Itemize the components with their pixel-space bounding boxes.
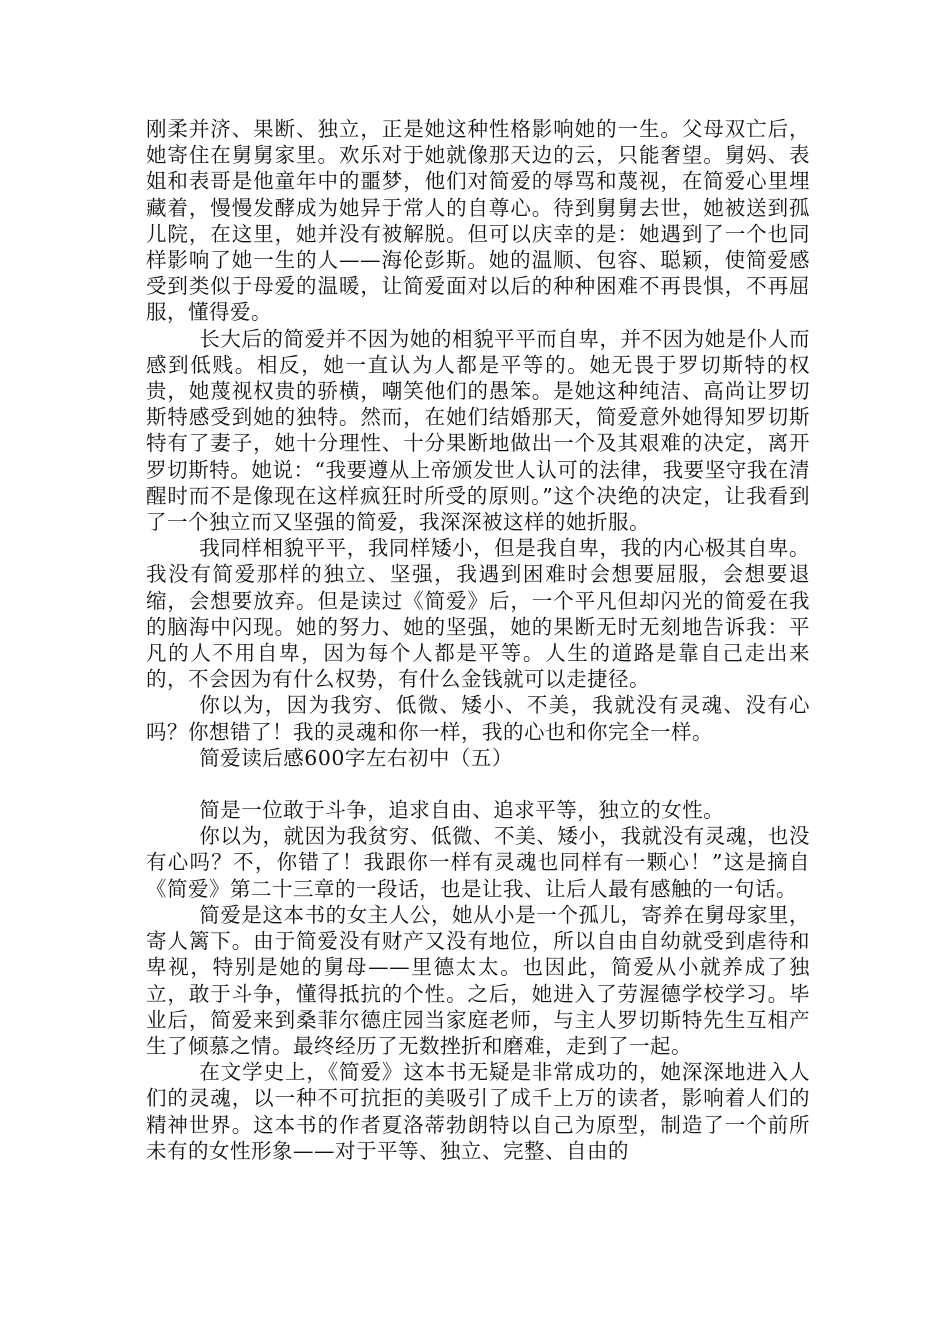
paragraph-5: 简是一位敢于斗争，追求自由、追求平等，独立的女性。 [199,798,725,823]
paragraph-8: 在文学史上，《简爱》这本书无疑是非常成功的，她深深地进入人们的灵魂，以一种不可抗拒的美吸引了成千上万的读者，影响着人们的精神世界。这本书的作者夏洛蒂勃朗特以自己为原型，制造了一个前所未有的女性形象——对于平等、独立、完整、自由的 [146,1060,810,1163]
paragraph-6: 你以为，就因为我贫穷、低微、不美、矮小，我就没有灵魂，也没有心吗？不，你错了！我跟你一样有灵魂也同样有一颗心！”这是摘自《简爱》第二十三章的一段话，也是让我、让后人最有感触的一句话。 [146,824,810,901]
blank-line [146,771,810,797]
paragraph-2: 长大后的简爱并不因为她的相貌平平而自卑，并不因为她是仆人而感到低贱。相反，她一直认为人都是平等的。她无畏于罗切斯特的权贵，她蔑视权贵的骄横，嘲笑他们的愚笨。是她这种纯洁、高尚让罗切斯特感受到她的独特。然而，在她们结婚那天，简爱意外她得知罗切斯特有了妻子，她十分理性、十分果断地做出一个及其艰难的决定，离开罗切斯特。她说：“我要遵从上帝颁发世人认可的法律，我要坚守我在清醒时而不是像现在这样疯狂时所受的原则。”这个决绝的决定，让我看到了一个独立而又坚强的简爱，我深深被这样的她折服。 [146,326,810,535]
document-body [146,116,810,1164]
paragraph-3: 我同样相貌平平，我同样矮小，但是我自卑，我的内心极其自卑。我没有简爱那样的独立、坚强，我遇到困难时会想要屈服，会想要退缩，会想要放弃。但是读过《简爱》后，一个平凡但却闪光的简爱在我的脑海中闪现。她的努力、她的坚强，她的果断无时无刻地告诉我：平凡的人不用自卑，因为每个人都是平等。人生的道路是靠自己走出来的，不会因为有什么权势，有什么金钱就可以走捷径。 [146,536,810,692]
paragraph-1: 刚柔并济、果断、独立，正是她这种性格影响她的一生。父母双亡后，她寄住在舅舅家里。欢乐对于她就像那天边的云，只能奢望。舅妈、表姐和表哥是他童年中的噩梦，他们对简爱的辱骂和蔑视，在简爱心里埋藏着，慢慢发酵成为她异于常人的自尊心。待到舅舅去世，她被送到孤儿院，在这里，她并没有被解脱。但可以庆幸的是：她遇到了一个也同样影响了她一生的人——海伦彭斯。她的温顺、包容、聪颖，使简爱感受到类似于母爱的温暖，让简爱面对以后的种种困难不再畏惧，不再屈服，懂得爱。 [146,117,810,325]
section-heading: 简爱读后感600字左右初中（五） [199,745,513,770]
paragraph-4: 你以为，因为我穷、低微、矮小、不美，我就没有灵魂、没有心吗？你想错了！我的灵魂和你一样，我的心也和你完全一样。 [146,693,810,744]
paragraph-7: 简爱是这本书的女主人公，她从小是一个孤儿，寄养在舅母家里，寄人篱下。由于简爱没有财产又没有地位，所以自由自幼就受到虐待和卑视，特别是她的舅母——里德太太。也因此，简爱从小就养成了独立，敢于斗争，懂得抵抗的个性。之后，她进入了劳渥德学校学习。毕业后，简爱来到桑菲尔德庄园当家庭老师，与主人罗切斯特先生互相产生了倾慕之情。最终经历了无数挫折和磨难，走到了一起。 [146,902,810,1058]
